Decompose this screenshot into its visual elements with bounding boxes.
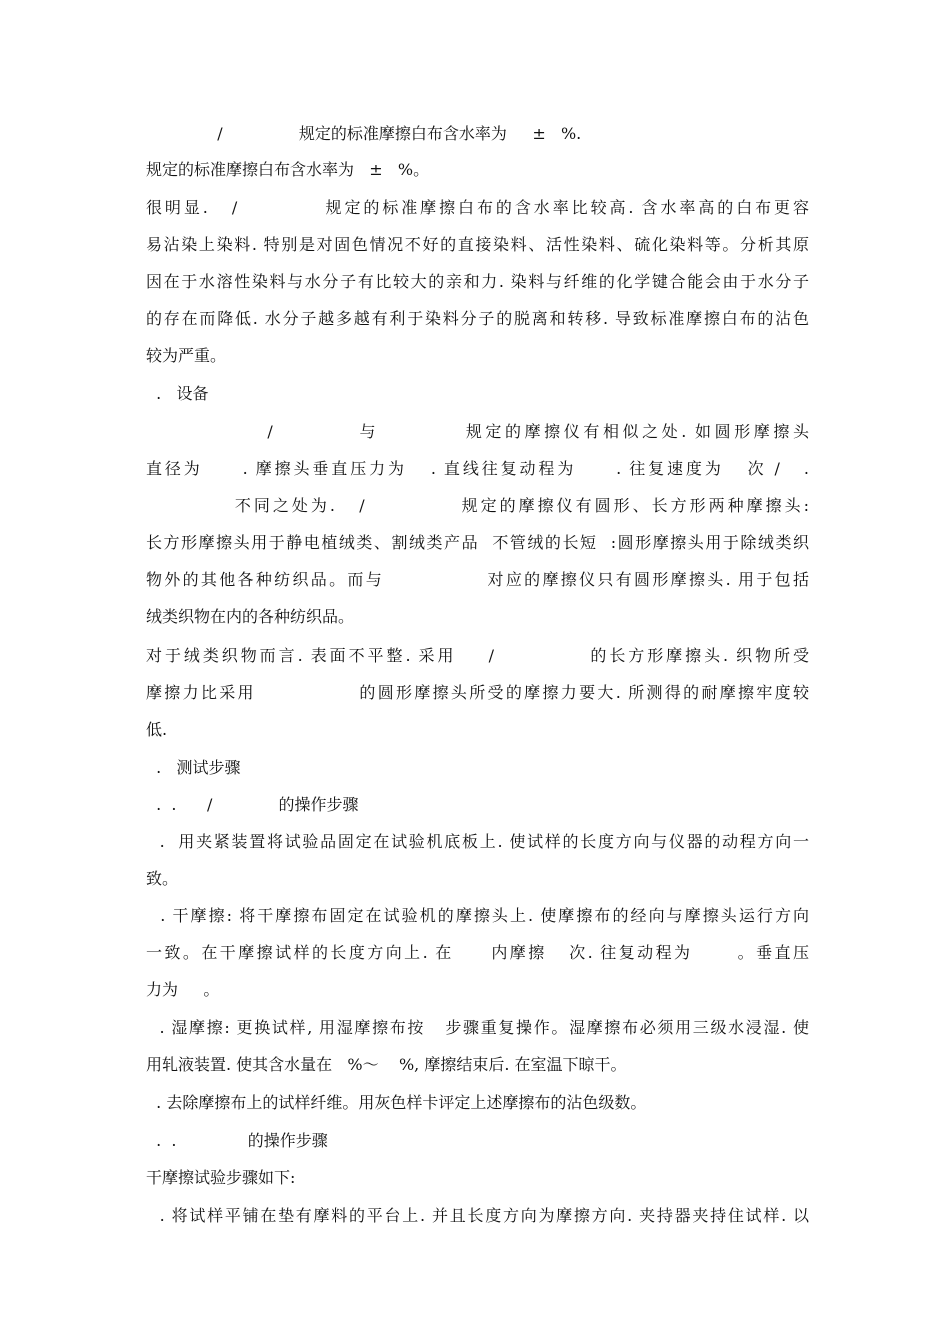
text-line: 对于绒类织物而言. 表面不平整. 采用 / 的长方形摩擦头. 织物所受 <box>146 646 809 665</box>
section-heading: . 测试步骤 <box>146 758 241 777</box>
section-heading: . 设备 <box>146 384 209 403</box>
text-line: 力为 。 <box>146 980 220 999</box>
text-line: 摩擦力比采用 的圆形摩擦头所受的摩擦力要大. 所测得的耐摩擦牢度较 <box>146 683 809 702</box>
text-line: 规定的标准摩擦白布含水率为 ± %。 <box>146 160 430 179</box>
text-line: / 与 规定的摩擦仪有相似之处. 如圆形摩擦头 <box>146 422 809 441</box>
text-line: 直径为 . 摩擦头垂直压力为 . 直线往复动程为 . 往复速度为 次 / . <box>146 459 809 478</box>
text-line: / 规定的标准摩擦白布含水率为 ± %. <box>146 124 582 143</box>
text-line: 的存在而降低. 水分子越多越有利于染料分子的脱离和转移. 导致标准摩擦白布的沾色 <box>146 309 809 328</box>
text-line: 绒类织物在内的各种纺织品。 <box>146 607 355 626</box>
subsection-heading: . . / 的操作步骤 <box>146 795 359 814</box>
text-line: . 将试样平铺在垫有摩料的平台上. 并且长度方向为摩擦方向. 夹持器夹持住试样. 以 <box>146 1206 809 1225</box>
text-line: 低. <box>146 720 168 739</box>
text-line: 干摩擦试验步骤如下: <box>146 1168 296 1187</box>
text-line: 长方形摩擦头用于静电植绒类、割绒类产品 不管绒的长短 :圆形摩擦头用于除绒类织 <box>146 533 809 552</box>
text-line: 用轧液装置. 使其含水量在 %～ %, 摩擦结束后. 在室温下晾干。 <box>146 1055 627 1074</box>
text-line: 一致。在干摩擦试样的长度方向上. 在 内摩擦 次. 往复动程为 。垂直压 <box>146 943 809 962</box>
text-line: 因在于水溶性染料与水分子有比较大的亲和力. 染料与纤维的化学键合能会由于水分子 <box>146 272 809 291</box>
text-line: . 湿摩擦: 更换试样, 用湿摩擦布按 步骤重复操作。湿摩擦布必须用三级水浸湿. 使 <box>146 1018 809 1037</box>
text-line: . 去除摩擦布上的试样纤维。用灰色样卡评定上述摩擦布的沾色级数。 <box>146 1093 647 1112</box>
text-line: 易沾染上染料. 特别是对固色情况不好的直接染料、活性染料、硫化染料等。分析其原 <box>146 235 809 254</box>
text-line: . 用夹紧装置将试验品固定在试验机底板上. 使试样的长度方向与仪器的动程方向一 <box>146 832 809 851</box>
text-line: . 干摩擦: 将干摩擦布固定在试验机的摩擦头上. 使摩擦布的经向与摩擦头运行方向 <box>146 906 809 925</box>
text-line: 致。 <box>146 869 179 888</box>
text-line: 很明显. / 规定的标准摩擦白布的含水率比较高. 含水率高的白布更容 <box>146 198 809 217</box>
text-line: 较为严重。 <box>146 346 227 365</box>
text-line: 物外的其他各种纺织品。而与 对应的摩擦仪只有圆形摩擦头. 用于包括 <box>146 570 809 589</box>
subsection-heading: . . 的操作步骤 <box>146 1131 328 1150</box>
text-line: 不同之处为. / 规定的摩擦仪有圆形、长方形两种摩擦头: <box>146 496 809 515</box>
